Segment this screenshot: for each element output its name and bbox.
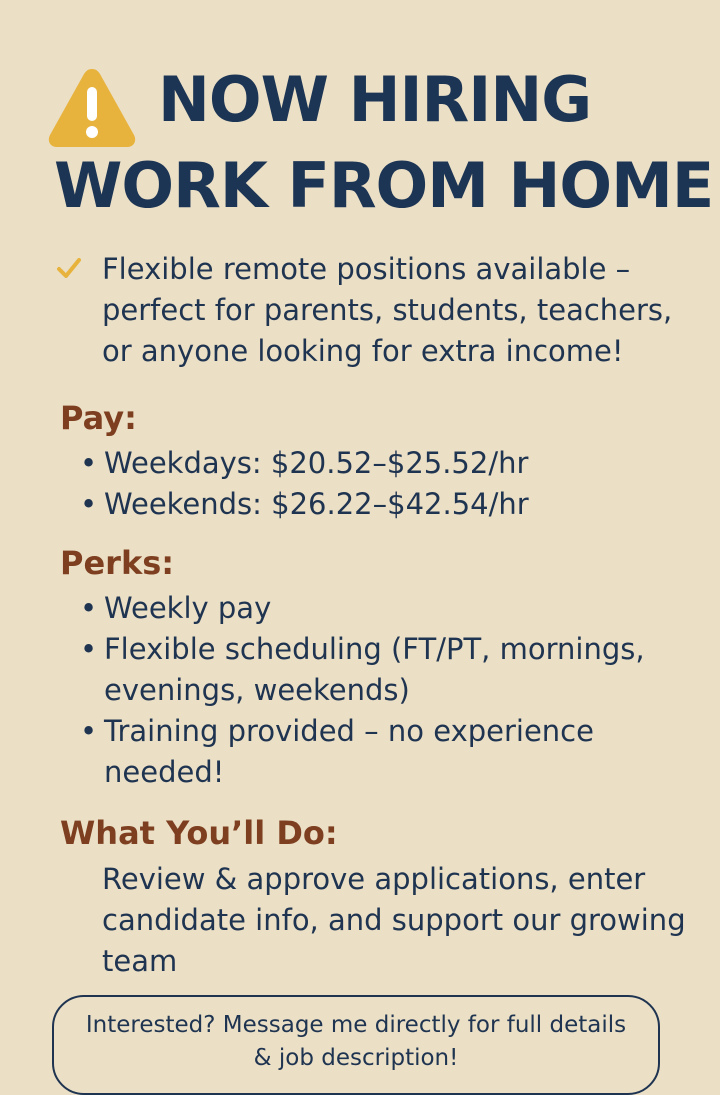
cta-box [52, 995, 660, 1095]
what-youll-do-text: Review & approve applications, enter candidate info, and support our growing team [102, 862, 686, 978]
perk-item-training: Training provided – no experience needed! [104, 714, 594, 789]
bullet-icon: • [80, 446, 98, 480]
pay-item-weekdays: Weekdays: $20.52–$25.52/hr [104, 446, 529, 480]
list-item [78, 711, 698, 793]
intro-text: Flexible remote positions available – perfect for parents, students, teachers, or anyone looking for extra income! [102, 252, 673, 368]
what-youll-do-heading: What You’ll Do: [60, 814, 338, 852]
list-item [78, 629, 698, 711]
list-item [78, 443, 698, 484]
headline-now-hiring: NOW HIRING [158, 63, 592, 136]
bullet-icon: • [80, 591, 98, 625]
bullet-icon: • [80, 714, 98, 748]
perk-item-flexible-scheduling: Flexible scheduling (FT/PT, mornings, evenings, weekends) [104, 632, 645, 707]
headline-work-from-home: WORK FROM HOME [54, 149, 714, 222]
pay-list [78, 443, 698, 525]
list-item [78, 588, 698, 629]
pay-heading: Pay: [60, 399, 137, 437]
list-item [78, 484, 698, 525]
pay-item-weekends: Weekends: $26.22–$42.54/hr [104, 487, 529, 521]
perks-list [78, 588, 698, 793]
checkmark-icon [56, 256, 82, 280]
bullet-icon: • [80, 632, 98, 666]
perks-heading: Perks: [60, 544, 175, 582]
perk-item-weekly-pay: Weekly pay [104, 591, 272, 625]
cta-text: Interested? Message me directly for full details & job description! [85, 1012, 627, 1071]
warning-triangle-icon [44, 63, 140, 151]
bullet-icon: • [80, 487, 98, 521]
